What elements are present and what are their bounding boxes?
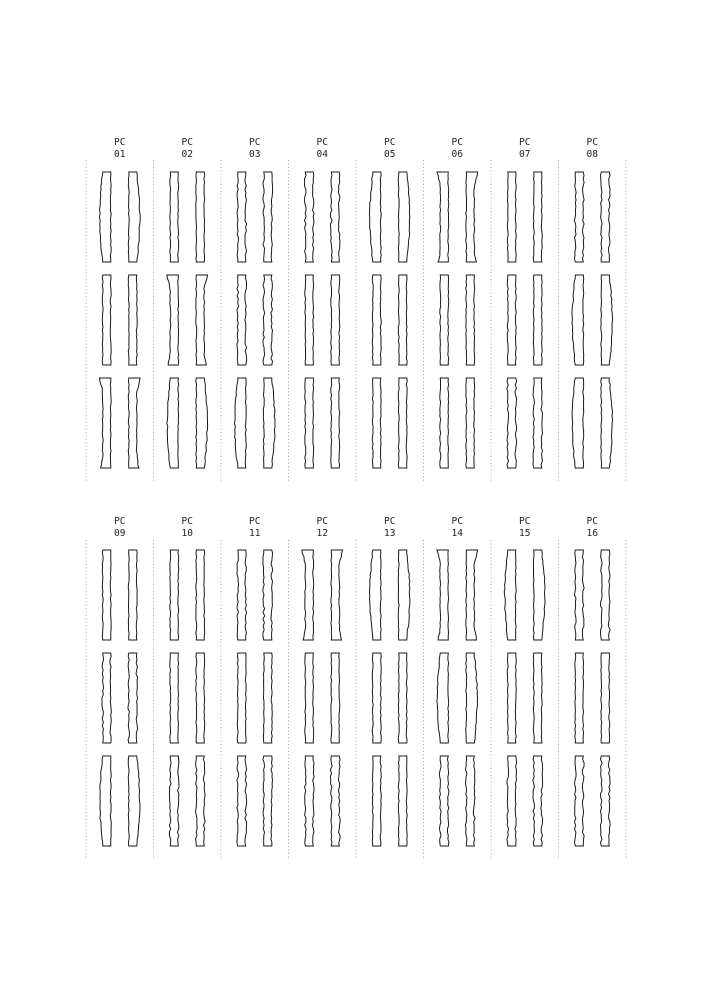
component-label-prefix: PC [384,137,396,148]
strip-right [330,756,340,846]
component-pc-10 [169,516,205,846]
component-label-number: 14 [451,528,463,539]
strip-right [128,378,140,468]
strip-left [370,172,382,262]
component-label-prefix: PC [451,137,463,148]
strip-right [398,275,407,365]
strip-left [572,275,584,365]
component-label-prefix: PC [316,516,328,527]
strip-right [601,653,610,743]
strip-right [196,550,205,640]
component-label-number: 01 [114,149,126,160]
strip-right [466,275,475,365]
component-label-number: 06 [451,149,463,160]
component-label-number: 07 [519,149,531,160]
strip-right [331,378,340,468]
strip-right [128,756,140,846]
strip-right [533,756,543,846]
strip-right [330,172,340,262]
strip-right [398,653,407,743]
strip-right [263,172,273,262]
component-label-prefix: PC [519,137,531,148]
strip-right [196,275,208,365]
component-label-prefix: PC [451,516,463,527]
strip-right [331,550,343,640]
strip-left [100,756,111,846]
strip-right [128,275,137,365]
strip-right [398,378,407,468]
strip-left [237,653,246,743]
strip-right [196,378,208,468]
component-pc-12 [302,516,343,846]
strip-left [170,653,179,743]
strip-left [437,550,449,640]
strip-left [305,653,314,743]
strip-left [305,378,314,468]
strip-right [263,550,273,640]
strip-right [196,172,205,262]
strip-right [533,172,542,262]
strip-left [440,378,449,468]
strip-right [128,172,140,262]
component-label-prefix: PC [316,137,328,148]
strip-left [507,172,516,262]
component-label-prefix: PC [586,137,598,148]
strip-left [167,378,179,468]
strip-left [304,172,314,262]
strip-left [305,275,314,365]
component-label-number: 12 [316,528,328,539]
strip-right [263,378,275,468]
strip-right [263,275,273,365]
strip-left [102,653,112,743]
component-label-prefix: PC [249,137,261,148]
strip-right [466,378,475,468]
strip-right [601,172,611,262]
component-label-number: 08 [586,149,598,160]
component-label-number: 02 [181,149,193,160]
strip-left [437,653,449,743]
strip-left [302,550,314,640]
component-pc-16 [574,516,610,846]
strip-left [102,550,111,640]
strip-left [575,653,584,743]
strip-left [574,172,584,262]
component-label-number: 13 [384,528,396,539]
component-label-prefix: PC [384,516,396,527]
strip-left [507,378,517,468]
component-pc-05 [370,137,410,468]
component-pc-13 [369,516,410,846]
strip-left [507,275,516,365]
component-label-number: 15 [519,528,531,539]
strip-right [466,172,478,262]
component-label-number: 05 [384,149,396,160]
component-label-prefix: PC [181,137,193,148]
component-pc-04 [304,137,340,468]
strip-left [372,275,381,365]
component-pc-01 [99,137,140,468]
strip-right [533,653,542,743]
component-label-number: 03 [249,149,261,160]
strip-left [237,172,247,262]
strip-left [170,550,179,640]
component-label-prefix: PC [114,516,126,527]
component-label-number: 04 [316,149,328,160]
strip-left [235,378,247,468]
strip-right [398,550,410,640]
strip-left [237,275,247,365]
strip-right [466,550,478,640]
component-label-prefix: PC [114,137,126,148]
strip-left [237,756,247,846]
strip-left [305,756,315,846]
strip-right [600,756,610,846]
component-pc-06 [437,137,478,468]
strip-right [195,756,205,846]
strip-left [440,275,449,365]
component-pc-02 [167,137,208,468]
strip-right [263,653,272,743]
strip-left [372,378,381,468]
strip-left [102,275,111,365]
component-label-number: 16 [586,528,598,539]
strip-left [99,172,111,262]
component-label-prefix: PC [519,516,531,527]
component-pc-03 [235,137,276,468]
strip-right [196,653,205,743]
strip-left [439,756,449,846]
strip-right [263,756,273,846]
strip-right [465,756,475,846]
strip-left [574,756,584,846]
strip-left [372,653,381,743]
strip-left [167,275,179,365]
strip-left [504,550,516,640]
strip-right [331,275,340,365]
strip-left [170,172,179,262]
component-pc-08 [572,137,613,468]
component-label-prefix: PC [586,516,598,527]
component-pc-09 [100,516,140,846]
strip-right [398,756,407,846]
strip-left [437,172,449,262]
strip-left [575,550,585,640]
component-pc-07 [507,137,543,468]
component-label-number: 10 [181,528,193,539]
strip-right [600,550,610,640]
strip-left [100,378,112,468]
strip-right [398,172,410,262]
strip-left [369,550,381,640]
strip-left [572,378,584,468]
strip-left [237,550,247,640]
component-label-number: 09 [114,528,126,539]
component-label-number: 11 [249,528,261,539]
strip-right [533,550,545,640]
component-label-prefix: PC [249,516,261,527]
strip-right [533,275,542,365]
strip-left [169,756,179,846]
component-pc-11 [237,516,273,846]
strip-left [372,756,381,846]
component-pc-14 [437,516,478,846]
strip-right [466,653,478,743]
strip-left [507,756,517,846]
strip-right [331,653,340,743]
strip-right [601,378,613,468]
strip-right [601,275,613,365]
strip-right [128,653,138,743]
component-label-prefix: PC [181,516,193,527]
strip-left [507,653,516,743]
strip-right [128,550,137,640]
strip-right [533,378,543,468]
component-pc-15 [504,516,545,846]
